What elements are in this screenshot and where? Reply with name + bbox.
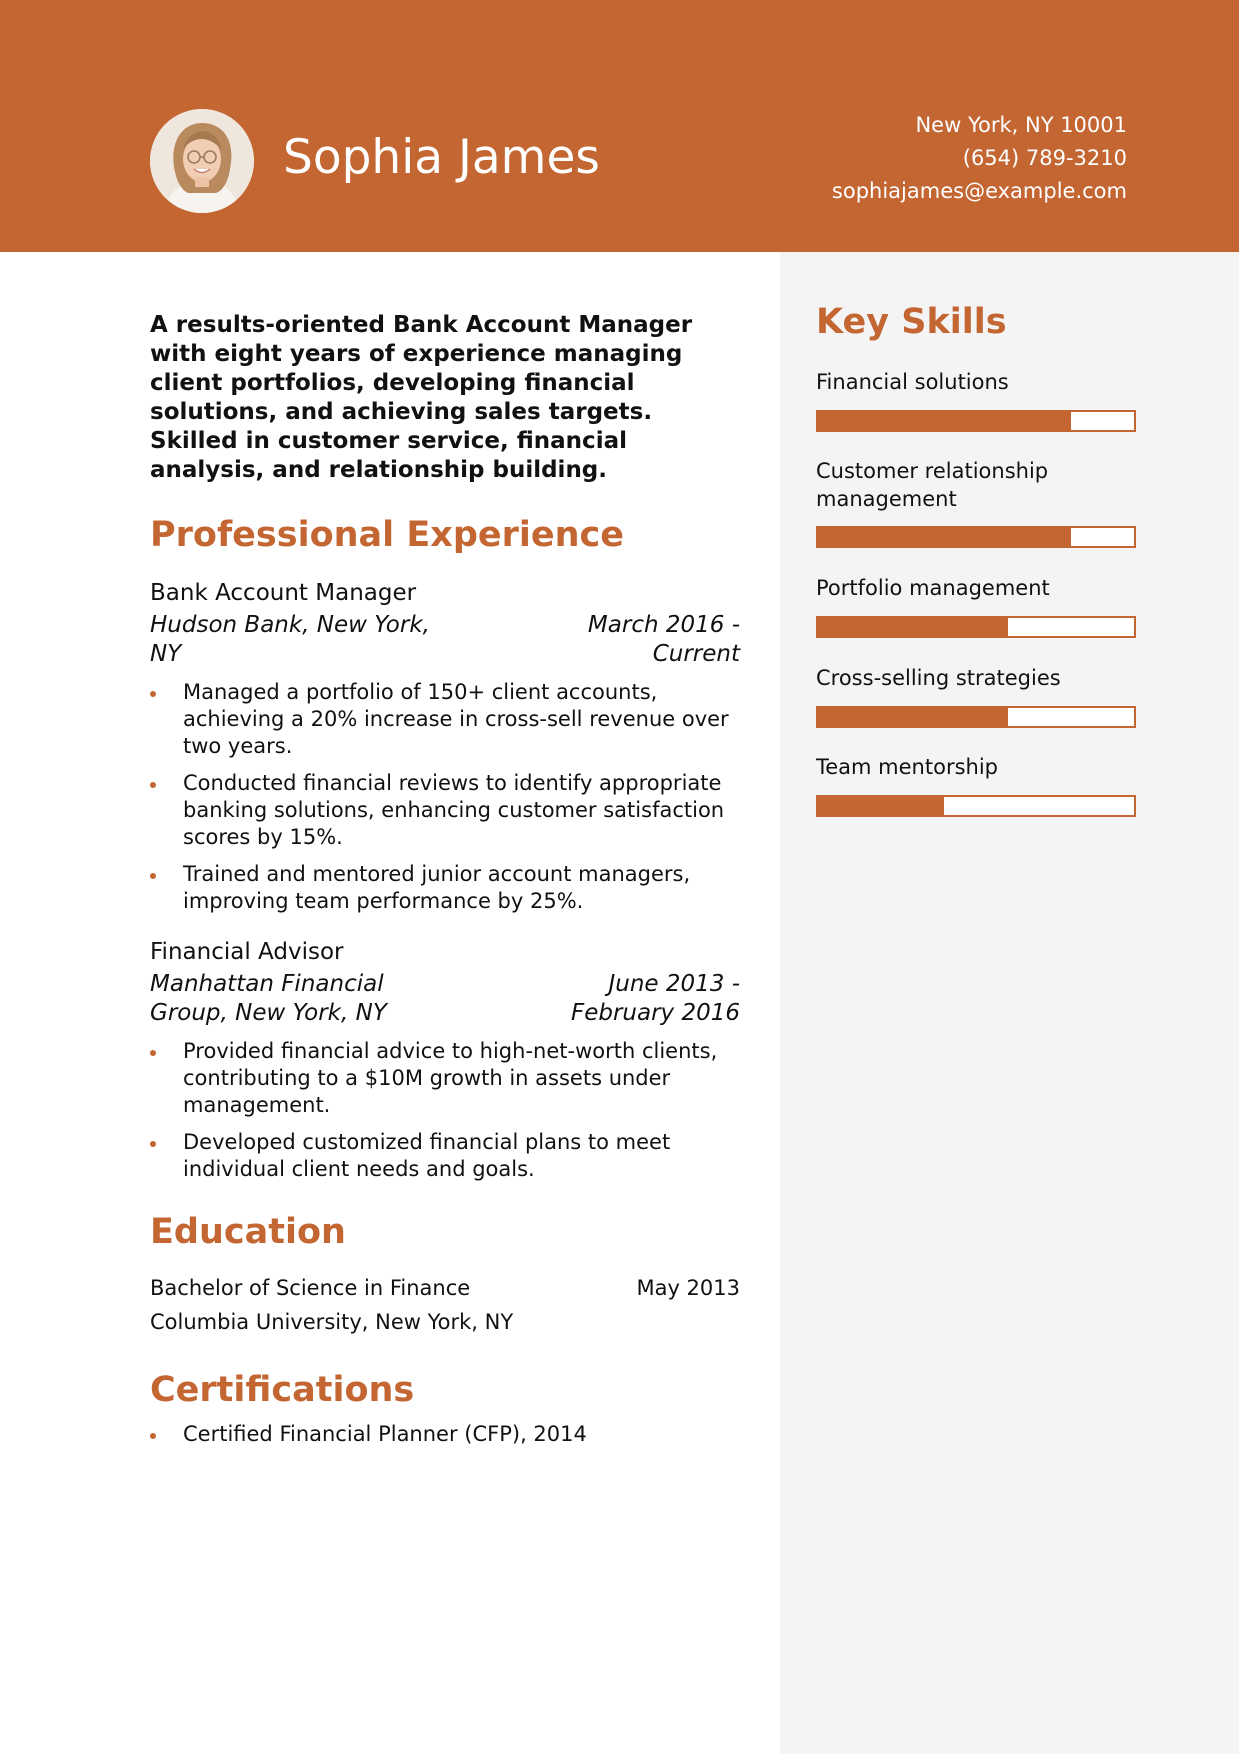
list-item-text: Conducted financial reviews to identify appropriate banking solutions, enhancing customer satisfaction scores by 15%. [183, 771, 725, 849]
list-item-text: Certified Financial Planner (CFP), 2014 [183, 1422, 587, 1446]
skill-fill [818, 528, 1071, 546]
skill-item [816, 664, 1136, 692]
job-entry [150, 578, 740, 915]
skill-bar [816, 616, 1136, 638]
education-heading: Education [150, 1212, 346, 1252]
job-meta [150, 611, 740, 669]
job-dates: March 2016 - Current [587, 612, 740, 667]
skill-fill [818, 412, 1071, 430]
job-bullets [150, 679, 740, 915]
skill-label: Portfolio management [816, 576, 1050, 600]
skill-label: Customer relationship management [816, 459, 1049, 511]
job-dates: June 2013 - February 2016 [570, 971, 740, 1026]
job-title: Financial Advisor [150, 939, 344, 965]
skill-bar [816, 526, 1136, 548]
main-column [150, 252, 740, 1458]
contact-info [832, 109, 1127, 208]
education-row [150, 1271, 740, 1305]
header-banner [0, 0, 1239, 252]
skill-item [816, 457, 1136, 513]
job-title: Bank Account Manager [150, 580, 417, 606]
email-link[interactable]: sophiajames@example.com [831, 179, 1127, 203]
profile-photo [150, 109, 254, 213]
skill-fill [818, 708, 1008, 726]
skill-bar [816, 795, 1136, 817]
graduation-date: May 2013 [636, 1276, 740, 1300]
experience-heading: Professional Experience [150, 515, 625, 555]
list-item-text: Developed customized financial plans to meet individual client needs and goals. [183, 1130, 671, 1181]
skill-fill [818, 618, 1008, 636]
school-text: Columbia University, New York, NY [150, 1310, 514, 1334]
job-company: Hudson Bank, New York, NY [150, 612, 430, 667]
list-item-text: Provided financial advice to high-net-worth clients, contributing to a $10M growth in assets under management. [183, 1039, 718, 1117]
list-item [150, 1421, 740, 1448]
skill-item [816, 753, 1136, 781]
bullet-icon [150, 1050, 156, 1056]
skill-fill [818, 797, 944, 815]
bullet-icon [150, 1141, 156, 1147]
job-bullets [150, 1038, 740, 1183]
list-item-text: Trained and mentored junior account managers, improving team performance by 25%. [183, 862, 691, 913]
certifications-list [150, 1421, 740, 1448]
phone-text: (654) 789-3210 [962, 146, 1127, 170]
skill-label: Financial solutions [816, 370, 1009, 394]
candidate-name: Sophia James [283, 130, 600, 185]
job-company: Manhattan Financial Group, New York, NY [150, 971, 387, 1026]
skill-label: Cross-selling strategies [816, 666, 1061, 690]
certifications-heading: Certifications [150, 1370, 415, 1410]
bullet-icon [150, 873, 156, 879]
list-item [150, 861, 740, 915]
list-item [150, 679, 740, 760]
degree-text: Bachelor of Science in Finance [150, 1276, 471, 1300]
list-item-text: Managed a portfolio of 150+ client accounts, achieving a 20% increase in cross-sell revenue over two years. [183, 680, 729, 758]
job-meta [150, 970, 740, 1028]
skill-item [816, 574, 1136, 602]
skill-item [816, 368, 1136, 396]
bullet-icon [150, 691, 156, 697]
job-entry [150, 937, 740, 1183]
list-item [150, 770, 740, 851]
skill-bar [816, 706, 1136, 728]
address-text: New York, NY 10001 [915, 113, 1127, 137]
skills-heading: Key Skills [816, 302, 1007, 342]
list-item [150, 1038, 740, 1119]
list-item [150, 1129, 740, 1183]
profile-summary: A results-oriented Bank Account Manager with eight years of experience managing client portfolios, developing financial solutions, and achieving sales targets. Skilled in customer service, financial analysis, and relationship building. [150, 312, 693, 483]
skill-bar [816, 410, 1136, 432]
bullet-icon [150, 1433, 156, 1439]
bullet-icon [150, 782, 156, 788]
skill-label: Team mentorship [816, 755, 998, 779]
